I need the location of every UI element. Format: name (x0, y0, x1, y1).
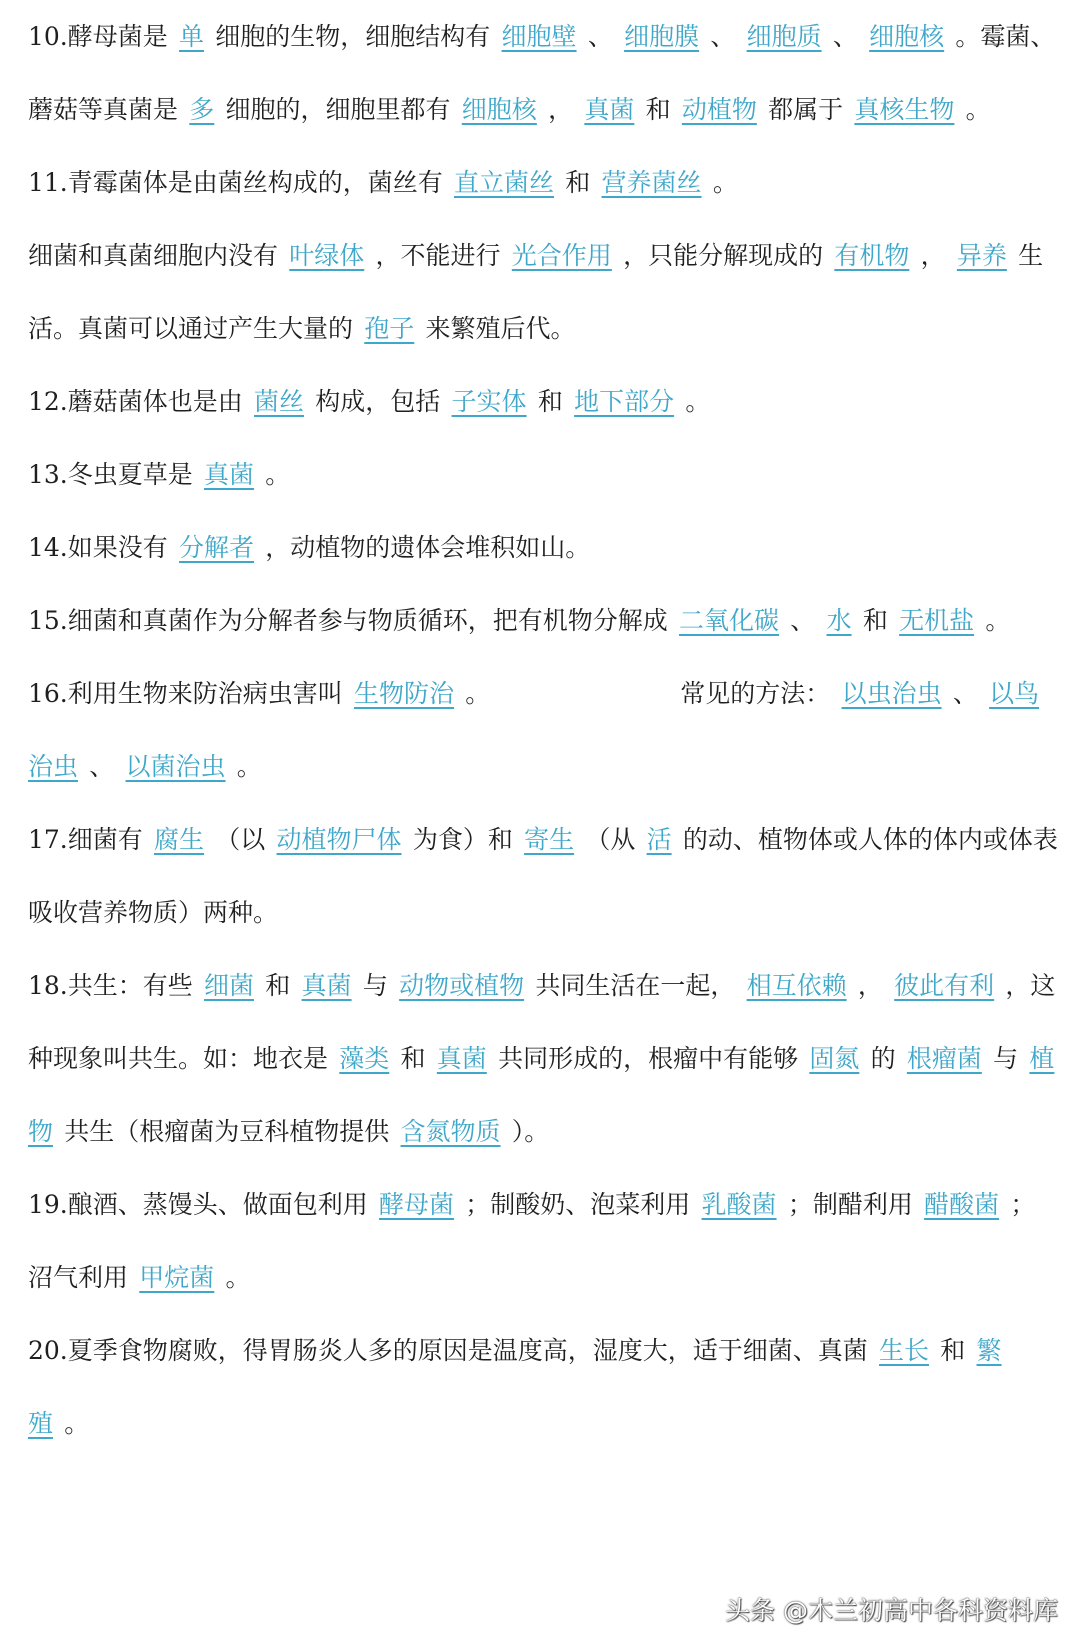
question-text: 18.共生：有些 (28, 971, 193, 1000)
question-text: 。 (236, 752, 262, 781)
question-text: 。 (685, 387, 711, 416)
question-text: ；制醋利用 (787, 1190, 913, 1219)
question-text: ，这种现象叫共生。如：地衣是 (28, 971, 1056, 1073)
question-text: 共生（根瘤菌为豆科植物提供 (64, 1117, 390, 1146)
question-text: 19.酿酒、蒸馒头、做面包利用 (28, 1190, 368, 1219)
question-text: 和 (265, 971, 291, 1000)
watermark: 头条 @木兰初高中各科资料库 (725, 1596, 1058, 1625)
question-text: 20.夏季食物腐败，得胃肠炎人多的原因是温度高，湿度大，适于细菌、真菌 (28, 1336, 868, 1365)
question-text: 17.细菌有 (28, 825, 143, 854)
question-text: ，不能进行 (375, 241, 501, 270)
answer-blank: 甲烷菌 (139, 1263, 215, 1292)
answer-blank: 动物或植物 (399, 971, 525, 1000)
answer-blank: 固氮 (809, 1044, 860, 1073)
question-text: ；制酸奶、泡菜利用 (465, 1190, 691, 1219)
answer-blank: 含氮物质 (400, 1117, 501, 1146)
question-text: 、 (790, 606, 816, 635)
question-text: ， (548, 95, 574, 124)
question-text: ， (920, 241, 946, 270)
question-text: ；沼气利用 (28, 1190, 1036, 1292)
question-item (28, 146, 1060, 219)
question-item (28, 511, 1060, 584)
answer-blank: 寄生 (524, 825, 575, 854)
question-text: 、 (952, 679, 978, 708)
answer-blank: 直立菌丝 (454, 168, 555, 197)
question-text: 细胞的生物，细胞结构有 (215, 22, 491, 51)
answer-blank: 根瘤菌 (906, 1044, 982, 1073)
answer-blank: 地下部分 (574, 387, 675, 416)
question-text: 、 (587, 22, 613, 51)
question-text: （从 (585, 825, 636, 854)
worksheet-page (28, 0, 1060, 1460)
answer-blank: 光合作用 (511, 241, 612, 270)
answer-blank: 乳酸菌 (701, 1190, 777, 1219)
answer-blank: 藻类 (339, 1044, 390, 1073)
answer-blank: 真菌 (301, 971, 352, 1000)
question-item (28, 438, 1060, 511)
answer-blank: 彼此有利 (894, 971, 995, 1000)
answer-blank: 相互依赖 (746, 971, 847, 1000)
question-text: 、 (89, 752, 115, 781)
answer-blank: 营养菌丝 (601, 168, 702, 197)
answer-blank: 细胞核 (461, 95, 537, 124)
question-item (28, 219, 1060, 365)
answer-blank: 单 (179, 22, 205, 51)
question-text: 。 (712, 168, 738, 197)
question-text: 共同形成的，根瘤中有能够 (498, 1044, 799, 1073)
question-item (28, 1168, 1060, 1314)
question-text: 12.蘑菇菌体也是由 (28, 387, 243, 416)
question-item (28, 365, 1060, 438)
answer-blank: 真菌 (204, 460, 255, 489)
question-item (28, 0, 1060, 146)
answer-blank: 孢子 (364, 314, 415, 343)
answer-blank: 多 (189, 95, 215, 124)
question-item (28, 584, 1060, 657)
answer-blank: 细胞壁 (501, 22, 577, 51)
question-text: 生活。真菌可以通过产生大量的 (28, 241, 1044, 343)
answer-blank: 异养 (956, 241, 1007, 270)
question-text: 。 (64, 1409, 90, 1438)
answer-blank: 生长 (879, 1336, 930, 1365)
question-text: 的 (870, 1044, 896, 1073)
question-text: 都属于 (768, 95, 844, 124)
question-text: 15.细菌和真菌作为分解者参与物质循环，把有机物分解成 (28, 606, 668, 635)
answer-blank: 分解者 (179, 533, 255, 562)
answer-blank: 菌丝 (254, 387, 305, 416)
question-text: 14.如果没有 (28, 533, 168, 562)
question-text: 10.酵母菌是 (28, 22, 168, 51)
question-text: 和 (565, 168, 591, 197)
answer-blank: 真菌 (436, 1044, 487, 1073)
question-text: 构成，包括 (315, 387, 441, 416)
question-item (28, 803, 1060, 949)
question-text: 常见的方法： (680, 679, 831, 708)
question-text: 。 (985, 606, 1011, 635)
answer-blank: 有机物 (834, 241, 910, 270)
answer-blank: 植物 (28, 1044, 1055, 1146)
question-text: 、 (710, 22, 736, 51)
question-text: 和 (645, 95, 671, 124)
question-text: 细胞的，细胞里都有 (225, 95, 451, 124)
question-text: 11.青霉菌体是由菌丝构成的，菌丝有 (28, 168, 443, 197)
question-item (28, 1314, 1060, 1460)
question-text: ，动植物的遗体会堆积如山。 (265, 533, 591, 562)
question-item (28, 949, 1060, 1168)
question-item (28, 657, 1060, 803)
question-text: 。 (465, 679, 491, 708)
answer-blank: 繁殖 (28, 1336, 1002, 1438)
question-text: ）。 (511, 1117, 550, 1146)
question-text: 和 (400, 1044, 426, 1073)
question-text: 来繁殖后代。 (425, 314, 576, 343)
answer-blank: 以鸟治虫 (28, 679, 1040, 781)
question-text: 和 (862, 606, 888, 635)
question-text: 细菌和真菌细胞内没有 (28, 241, 279, 270)
answer-blank: 动植物 (681, 95, 757, 124)
question-text: 和 (537, 387, 563, 416)
answer-blank: 细胞质 (746, 22, 822, 51)
worksheet-content (28, 0, 1060, 1460)
answer-blank: 无机盐 (899, 606, 975, 635)
question-text: 和 (940, 1336, 966, 1365)
answer-blank: 以虫治虫 (841, 679, 942, 708)
answer-blank: 醋酸菌 (924, 1190, 1000, 1219)
question-text: 。霉菌、蘑菇等真菌是 (28, 22, 1056, 124)
question-text: 的动、植物体或人体的体内或体表吸收营养物质）两种。 (28, 825, 1058, 927)
question-text: （以 (215, 825, 266, 854)
question-text: 共同生活在一起， (535, 971, 736, 1000)
answer-blank: 以菌治虫 (125, 752, 226, 781)
answer-blank: 酵母菌 (379, 1190, 455, 1219)
question-text: 、 (832, 22, 858, 51)
answer-blank: 腐生 (154, 825, 205, 854)
answer-blank: 细胞核 (869, 22, 945, 51)
question-text: 与 (362, 971, 388, 1000)
question-text: 。 (265, 460, 291, 489)
answer-blank: 真核生物 (854, 95, 955, 124)
answer-blank: 细菌 (204, 971, 255, 1000)
question-text: 。 (965, 95, 991, 124)
answer-blank: 叶绿体 (289, 241, 365, 270)
question-text: 与 (993, 1044, 1019, 1073)
answer-blank: 子实体 (451, 387, 527, 416)
question-text: 16.利用生物来防治病虫害叫 (28, 679, 343, 708)
question-text: 13.冬虫夏草是 (28, 460, 193, 489)
answer-blank: 水 (826, 606, 852, 635)
question-text: ， (857, 971, 883, 1000)
answer-blank: 动植物尸体 (276, 825, 402, 854)
question-text: 为食）和 (412, 825, 513, 854)
answer-blank: 真菌 (584, 95, 635, 124)
answer-blank: 活 (646, 825, 672, 854)
answer-blank: 细胞膜 (624, 22, 700, 51)
question-text: 。 (225, 1263, 251, 1292)
answer-blank: 生物防治 (354, 679, 455, 708)
answer-blank: 二氧化碳 (679, 606, 780, 635)
question-text: ，只能分解现成的 (623, 241, 824, 270)
